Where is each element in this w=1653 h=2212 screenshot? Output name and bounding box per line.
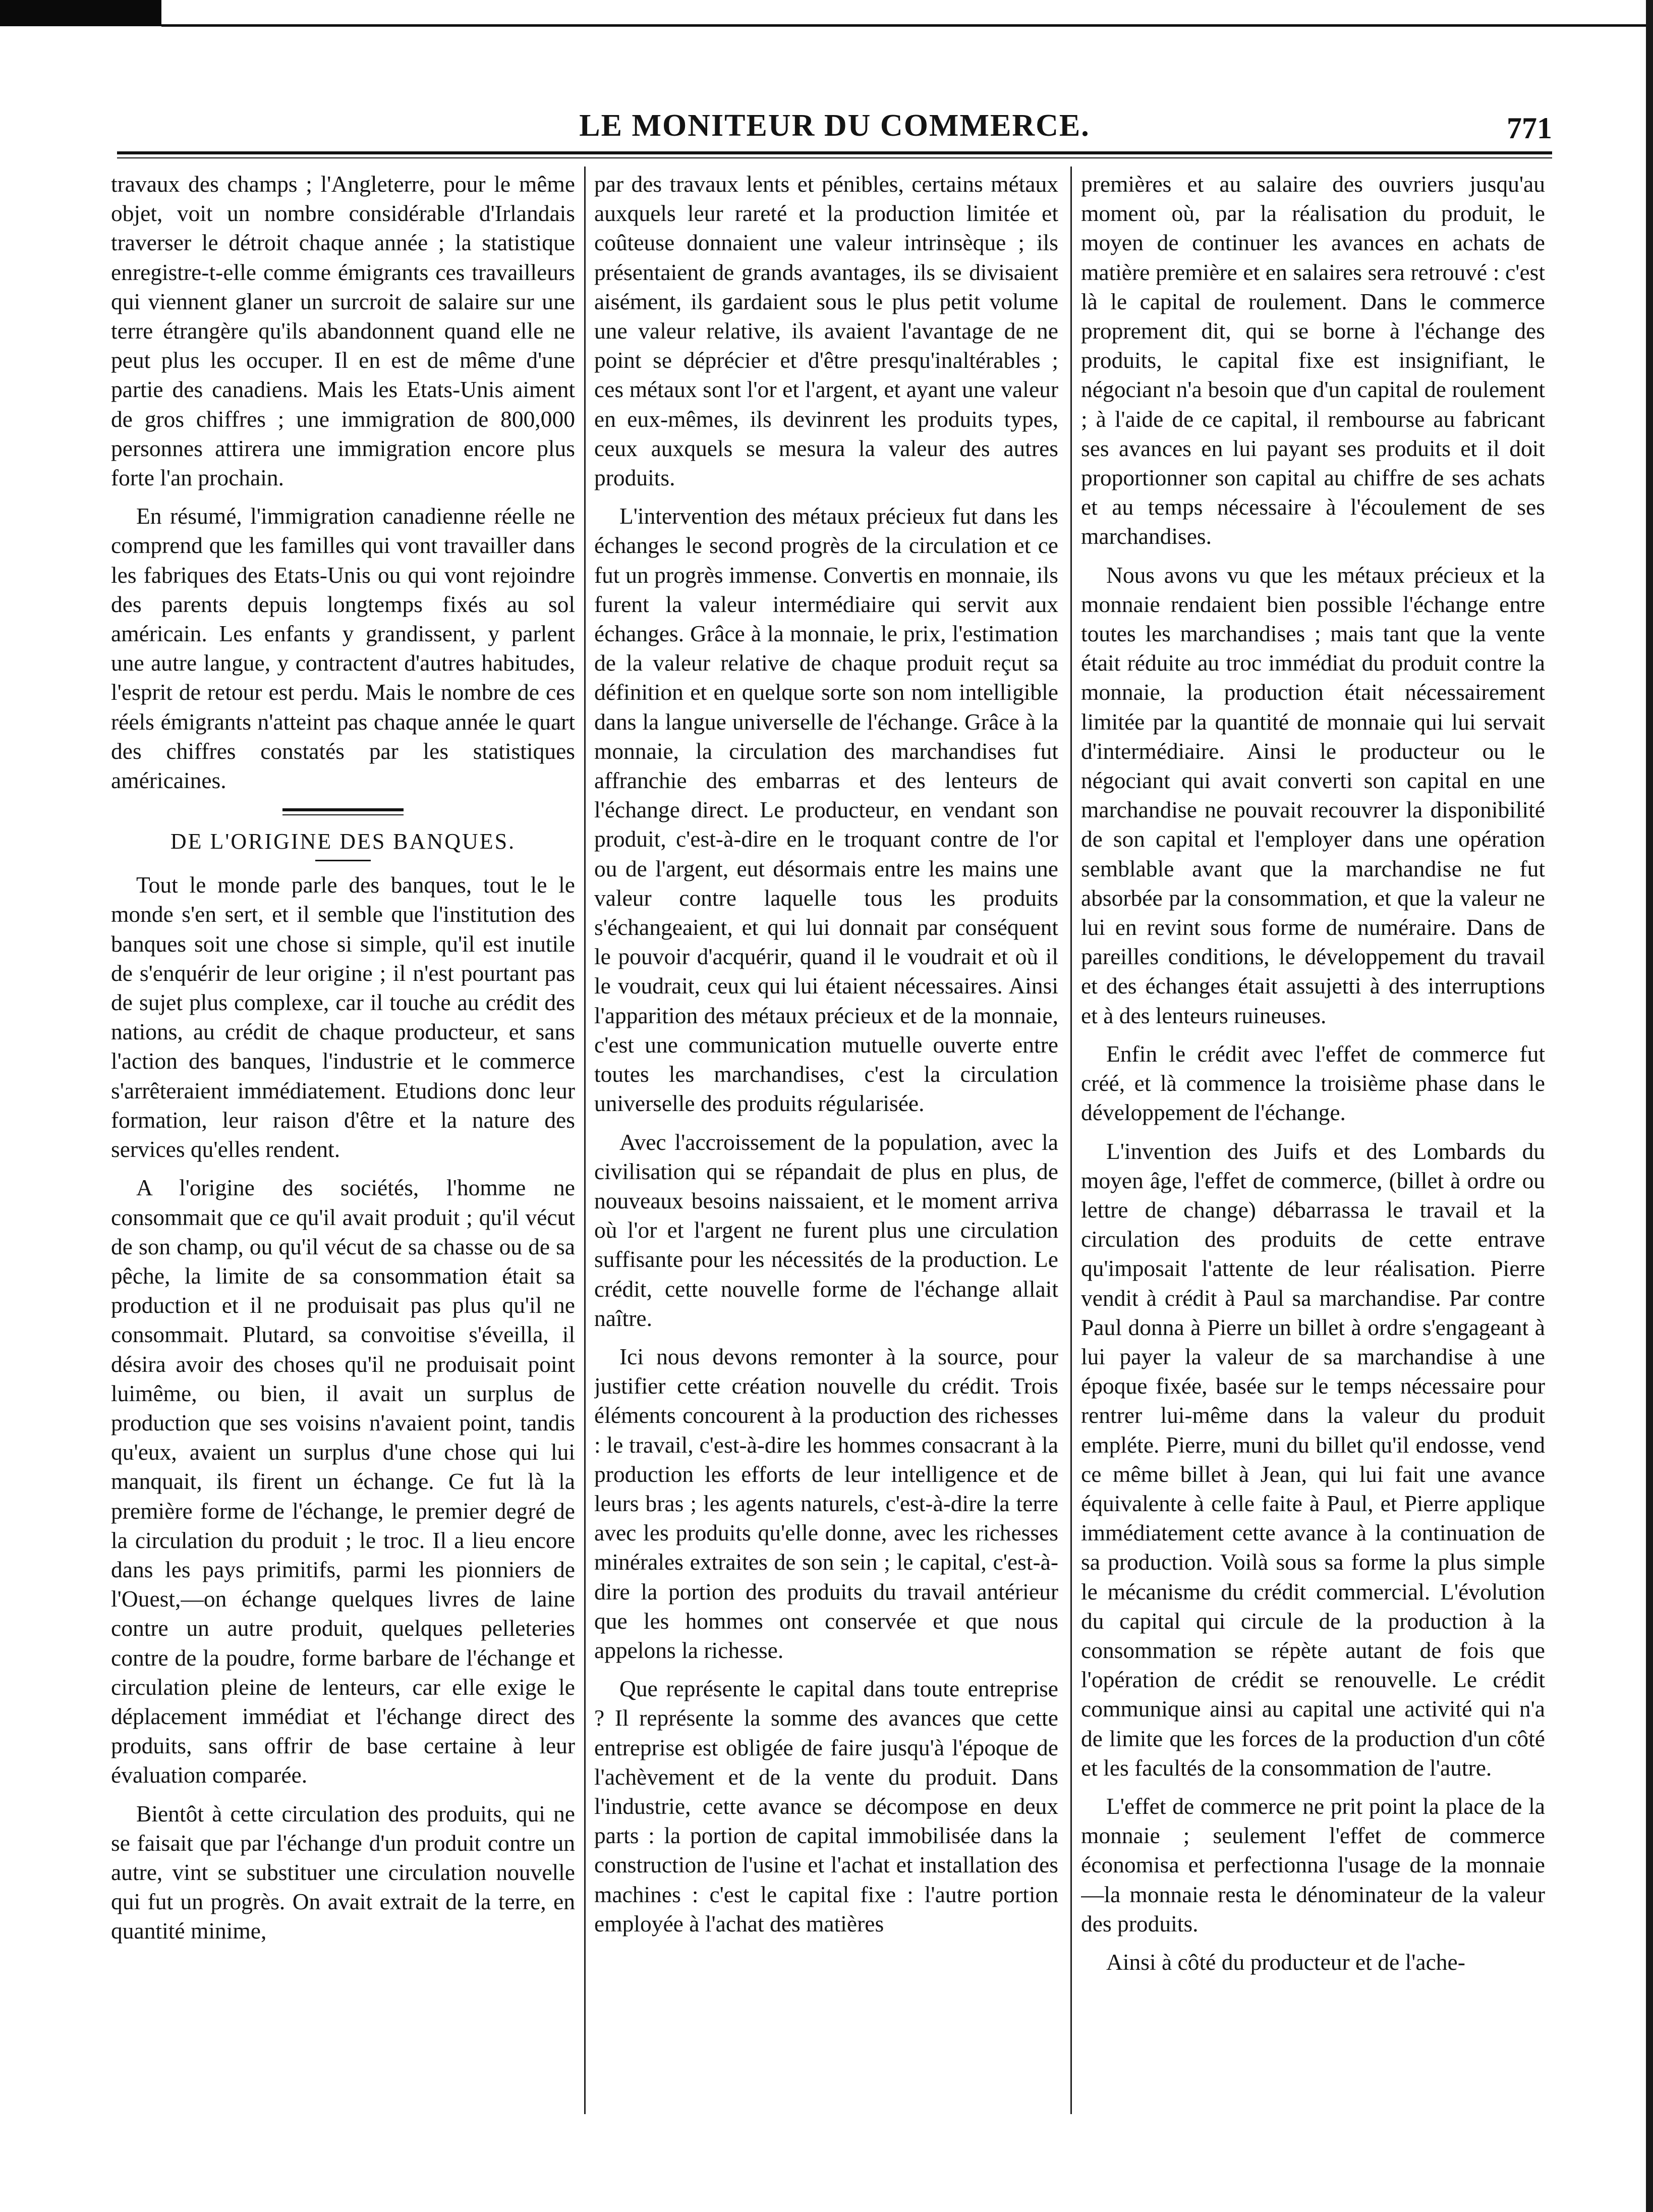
running-title: LE MONITEUR DU COMMERCE. [579,108,1090,143]
paragraph: Bientôt à cette circulation des produits, qui ne se faisait que par l'échange d'un produit contre un autre, vint se substituer une circulation nouvelle qui fut un progrès. On avait extrait de la terre, en quantité minime, [111,1800,575,1944]
paragraph: Enfin le crédit avec l'effet de commerce fut créé, et là commence la troisième phase dans le développement de l'échange. [1081,1040,1545,1126]
scan-page-edge [1646,0,1653,2212]
paragraph: En résumé, l'immigration canadienne réelle ne comprend que les familles qui vont travailler dans les fabriques des Etats-Unis ou qui vont rejoindre des parents depuis longtemps fixés au sol américain. Les enfants y grandissent, y parlent une autre langue, y contractent d'autres habitudes, l'esprit de retour est perdu. Mais le nombre de ces réels émigrants n'atteint pas chaque année le quart des chiffres constatés par les statistiques américaines. [111,503,575,794]
section-divider [111,808,575,815]
paragraph: Avec l'accroissement de la population, avec la civilisation qui se répandait de plus en plus, de nouveaux besoins naissaient, et le moment arriva où l'or et l'argent ne furent plus une circulation suffisante pour les nécessités de la production. Le crédit, cette nouvelle forme de l'échange allait naître. [594,1129,1058,1331]
title-underline [315,860,371,861]
scan-edge-bar [0,0,161,26]
column-2 [594,170,1058,2127]
paragraph: L'invention des Juifs et des Lombards du moyen âge, l'effet de commerce, (billet à ordre ou lettre de change) débarrassa le travail et la circulation des produits de cette entrave qu'imposait l'attente de leur réalisation. Pierre vendit à crédit à Paul sa marchandise. Par contre Paul donna à Pierre un billet à ordre s'engageant à lui payer la valeur de sa marchandise à une époque fixée, basée sur le temps nécessaire pour rentrer lui-même dans la valeur du produit empléte. Pierre, muni du billet qu'il endosse, vend ce même billet à Jean, qui lui fait une avance équivalente à celle faite à Paul, et Pierre applique immédiatement cette avance à la continuation de sa production. Voilà sous sa forme la plus simple le mécanisme du crédit commercial. L'évolution du capital qui circule de la production à la consommation se répète autant de fois que l'opération de crédit se renouvelle. Le crédit communique ainsi au capital une activité qui n'a de limite que les forces de la production d'un côté et les facultés de la consommation de l'autre. [1081,1138,1545,1781]
scan-top-rule [161,24,1653,27]
header-rule-thin [117,157,1552,158]
column-divider [1070,167,1072,2114]
paragraph: travaux des champs ; l'Angleterre, pour le même objet, voit un nombre considérable d'Irlandais traverser le détroit chaque année ; la statistique enregistre-t-elle comme émigrants ces travailleurs qui viennent glaner un surcroit de salaire sur une terre étrangère qu'ils abandonnent quand elle ne peut plus les occuper. Il en est de même d'une partie des canadiens. Mais les Etats-Unis aiment de gros chiffres ; une immigration de 800,000 personnes attirera une immigration encore plus forte l'an prochain. [111,171,575,491]
column-1 [111,170,575,2127]
paragraph: par des travaux lents et pénibles, certains métaux auxquels leur rareté et la production limitée et coûteuse donnaient une valeur intrinsèque ; ils présentaient de grands avantages, ils se divisaient aisément, ils gardaient sous le plus petit volume une valeur relative, ils avaient l'avantage de ne point se déprécier et d'être presqu'inaltérables ; ces métaux sont l'or et l'argent, et ayant une valeur en eux-mêmes, ils devinrent les produits types, ceux auxquels se mesura la valeur des autres produits. [594,171,1058,491]
paragraph: Ici nous devons remonter à la source, pour justifier cette création nouvelle du crédit. Trois éléments concourent à la production des richesses : le travail, c'est-à-dire les hommes consacrant à la production les efforts de leur intelligence et de leurs bras ; les agents naturels, c'est-à-dire la terre avec les produits qu'elle donne, avec les richesses minérales extraites de son sein ; le capital, c'est-à-dire la portion des produits du travail antérieur que les hommes ont conservée et que nous appelons la richesse. [594,1343,1058,1663]
paragraph: Nous avons vu que les métaux précieux et la monnaie rendaient bien possible l'échange entre toutes les marchandises ; mais tant que la vente était réduite au troc immédiat du produit contre la monnaie, la production était nécessairement limitée par la quantité de monnaie qui lui servait d'intermédiaire. Ainsi le producteur ou le négociant qui avait converti son capital en une marchandise ne pouvait recouvrer la disponibilité de son capital et l'employer dans une opération semblable avant que la marchandise ne fut absorbée par la consommation, et que la valeur ne lui en revint sous forme de numéraire. Dans de pareilles conditions, le développement du travail et des échanges était assujetti à des interruptions et à des lenteurs ruineuses. [1081,562,1545,1028]
column-3 [1081,170,1545,2127]
page-header [117,105,1552,150]
paragraph: Que représente le capital dans toute entreprise ? Il représente la somme des avances que cette entreprise est obligée de faire jusqu'à l'époque de l'achèvement et de la vente du produit. Dans l'industrie, cette avance se décompose en deux parts : la portion de capital immobilisée dans la construction de l'usine et l'achat et installation des machines : c'est le capital fixe : l'autre portion employée à l'achat des matières [594,1676,1058,1937]
paragraph: L'effet de commerce ne prit point la place de la monnaie ; seulement l'effet de commerce économisa et perfectionna l'usage de la monnaie—la monnaie resta le dénominateur de la valeur des produits. [1081,1793,1545,1937]
paragraph: L'intervention des métaux précieux fut dans les échanges le second progrès de la circulation et ce fut un progrès immense. Convertis en monnaie, ils furent la valeur intermédiaire qui servit aux échanges. Grâce à la monnaie, le prix, l'estimation de la valeur relative de chaque produit reçut sa définition et en quelque sorte son nom intelligible dans la langue universelle de l'échange. Grâce à la monnaie, la circulation des marchandises fut affranchie des embarras et des lenteurs de l'échange direct. Le producteur, en vendant son produit, c'est-à-dire en le troquant contre de l'or ou de l'argent, eut désormais entre les mains une valeur contre laquelle tous les produits s'échangeaient, et qui lui donnait par conséquent le pouvoir d'acquérir, quand il le voudrait et où il le voudrait, ceux qui lui étaient nécessaires. Ainsi l'apparition des métaux précieux et de la monnaie, c'est une communication mutuelle ouverte entre toutes les marchandises, c'est la circulation universelle des produits régularisée. [594,503,1058,1117]
article-title: DE L'ORIGINE DES BANQUES. [170,829,516,854]
column-divider [584,167,586,2114]
header-rule-thick [117,151,1552,154]
paragraph: premières et au salaire des ouvriers jusqu'au moment où, par la réalisation du produit, le moyen de continuer les avances en achats de matière première et en salaires sera retrouvé : c'est là le capital de roulement. Dans le commerce proprement dit, qui se borne à l'échange des produits, le capital fixe est insignifiant, le négociant n'a besoin que d'un capital de roulement ; à l'aide de ce capital, il rembourse au fabricant ses avances en lui payant ses produits et il doit proportionner son capital au chiffre de ses achats et au temps nécessaire à l'écoulement de ses marchandises. [1081,171,1545,549]
paragraph: Ainsi à côté du producteur et de l'ache- [1106,1949,1465,1975]
paragraph: A l'origine des sociétés, l'homme ne consommait que ce qu'il avait produit ; qu'il vécut de son champ, ou qu'il vécut de sa chasse ou de sa pêche, la limite de sa consommation était sa production et il ne produisait pas plus qu'il ne consommait. Plutard, sa convoitise s'éveilla, il désira avoir des choses qu'il ne produisait point luimême, ou bien, il avait un surplus de production que ses voisins n'avaient point, tandis qu'eux, avaient un surplus d'une chose qui lui manquait, ils firent un échange. Ce fut là la première forme de l'échange, le premier degré de la circulation du produit ; le troc. Il a lieu encore dans les pays primitifs, parmi les pionniers de l'Ouest,—on échange quelques livres de laine contre un autre produit, quelques pelleteries contre de la poudre, forme barbare de l'échange et circulation pleine de lenteurs, car elle exige le déplacement immédiat et l'échange direct des produits, sans offrir de base certaine à leur évaluation comparée. [111,1175,575,1788]
page-number: 771 [1507,112,1552,145]
paragraph: Tout le monde parle des banques, tout le le monde s'en sert, et il semble que l'institution des banques soit une chose si simple, qu'il est inutile de s'enquérir de leur origine ; il n'est pourtant pas de sujet plus complexe, car il touche au crédit des nations, au crédit de chaque producteur, et sans l'action des banques, l'industrie et le commerce s'arrêteraient immédiatement. Etudions donc leur formation, leur raison d'être et la nature des services qu'elles rendent. [111,872,575,1163]
